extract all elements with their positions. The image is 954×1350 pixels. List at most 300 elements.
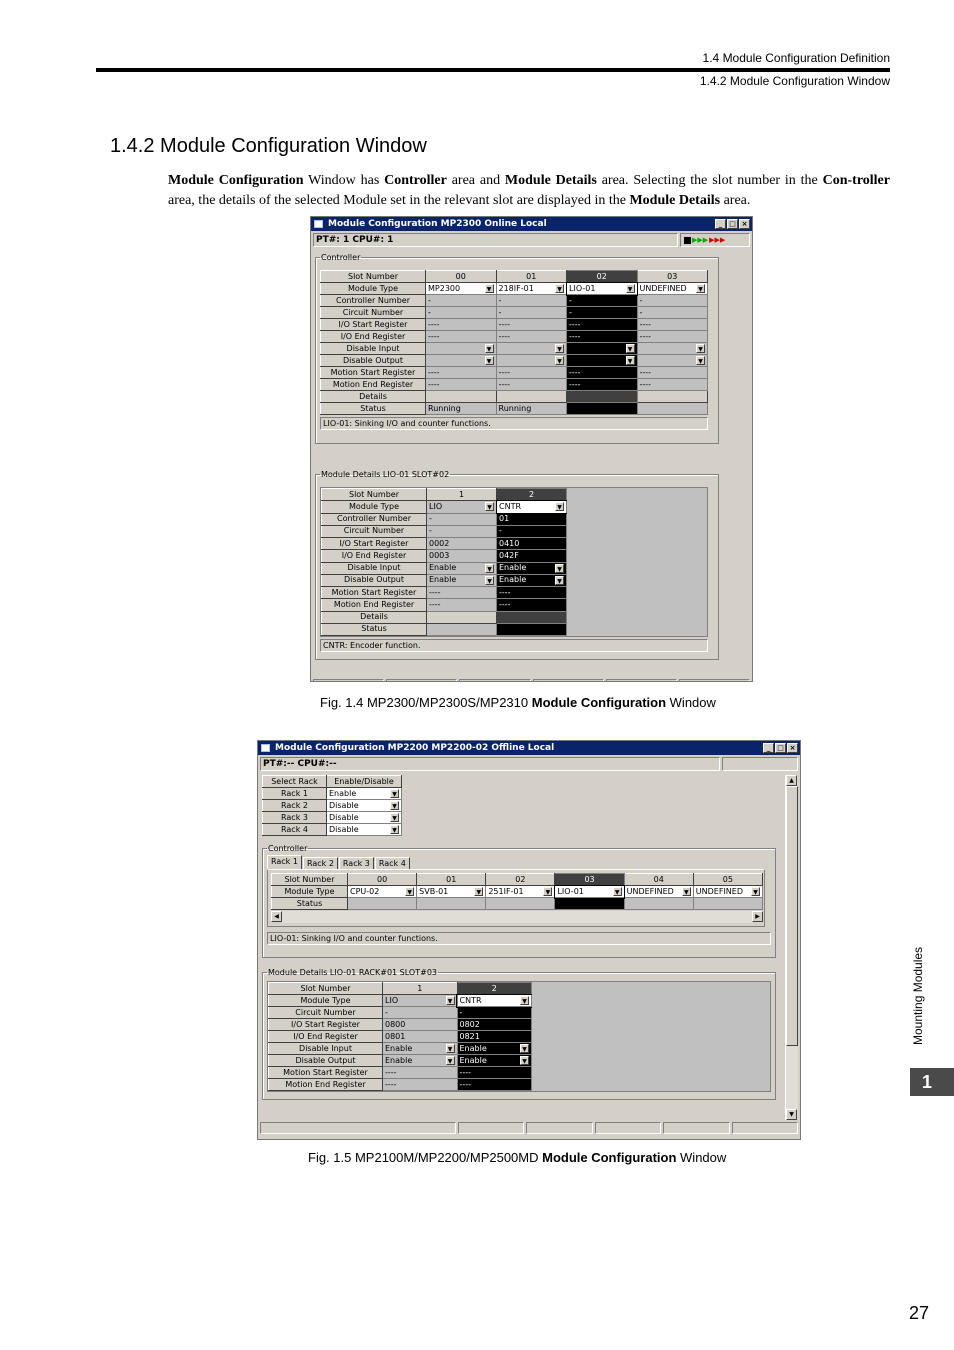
scroll-thumb[interactable] [786, 786, 798, 1046]
details-button[interactable] [426, 391, 497, 403]
row-label: I/O End Register [321, 331, 426, 343]
row-label: Disable Output [321, 355, 426, 367]
row-label: Disable Input [321, 343, 426, 355]
grid-empty-area [532, 982, 770, 1091]
monitor-icon [684, 237, 691, 244]
rack-label: Rack 4 [263, 824, 327, 836]
disable-output-select[interactable] [426, 355, 497, 367]
disable-output-select[interactable] [427, 574, 497, 586]
controller-message: LIO-01: Sinking I/O and counter functions. [267, 932, 771, 945]
dropdown-arrow-icon[interactable]: ▼ [390, 789, 399, 798]
table-row [321, 271, 708, 283]
table-row [269, 1007, 532, 1019]
cell: - [383, 1007, 458, 1019]
module-type-value: CNTR [499, 501, 522, 511]
cell: 0802 [457, 1019, 532, 1031]
row-label: Disable Input [269, 1043, 383, 1055]
slot-header-selected[interactable]: 03 [555, 874, 624, 886]
row-label: Slot Number [269, 983, 383, 995]
select-value: Enable [499, 575, 527, 585]
dropdown-arrow-icon[interactable]: ▼ [751, 887, 760, 896]
details-button[interactable] [567, 391, 638, 403]
row-label: Motion End Register [269, 1079, 383, 1091]
tab-rack-2[interactable]: Rack 2 [303, 857, 338, 869]
table-row [322, 525, 567, 537]
cell: ---- [637, 379, 708, 391]
table-row [321, 355, 708, 367]
caption-text: Fig. 1.4 MP2300/MP2300S/MP2310 [320, 695, 532, 710]
controller-table [271, 873, 763, 910]
window-title: Module Configuration MP2200 MP2200-02 Offline Local [275, 743, 555, 753]
cell: ---- [496, 367, 567, 379]
pt-cpu-bar: PT#:-- CPU#:-- [260, 757, 720, 771]
scroll-left-icon[interactable]: ◀ [271, 911, 282, 922]
disable-input-select[interactable] [457, 1043, 532, 1055]
disable-input-select[interactable] [496, 343, 567, 355]
controller-group [315, 253, 719, 444]
rack-enable-select[interactable] [327, 800, 402, 812]
dropdown-arrow-icon[interactable]: ▼ [543, 887, 552, 896]
module-type-select[interactable] [383, 995, 458, 1007]
table-row [269, 983, 532, 995]
cell: ---- [637, 319, 708, 331]
text: Window has [303, 173, 385, 188]
module-details-legend: Module Details LIO-01 SLOT#02 [321, 470, 450, 479]
table-row [322, 587, 567, 599]
row-label: I/O Start Register [322, 538, 427, 550]
status-cell [624, 898, 693, 910]
dropdown-arrow-icon[interactable]: ▼ [390, 801, 399, 810]
controller-group [262, 844, 776, 958]
table-row [321, 343, 708, 355]
table-row [322, 562, 567, 574]
dropdown-arrow-icon[interactable]: ▼ [485, 564, 494, 573]
scroll-down-icon[interactable]: ▼ [786, 1109, 797, 1120]
dropdown-arrow-icon[interactable]: ▼ [626, 344, 635, 353]
slot-header[interactable]: 1 [427, 489, 497, 501]
dropdown-arrow-icon[interactable]: ▼ [485, 576, 494, 585]
row-label: Slot Number [322, 489, 427, 501]
select-value: Disable [329, 800, 359, 810]
module-type-value: UNDEFINED [639, 283, 687, 293]
table-row [272, 874, 763, 886]
dropdown-arrow-icon[interactable]: ▼ [555, 344, 564, 353]
select-value: Enable [429, 563, 457, 573]
table-row [263, 824, 402, 836]
rack-table [262, 775, 402, 836]
select-value: Enable [459, 1043, 487, 1053]
intro-paragraph [168, 171, 890, 211]
status-bar [313, 679, 750, 682]
table-row [321, 307, 708, 319]
dropdown-arrow-icon[interactable]: ▼ [555, 576, 564, 585]
caption-text: Window [666, 695, 716, 710]
pt-cpu-bar: PT#: 1 CPU#: 1 [313, 233, 678, 247]
dropdown-arrow-icon[interactable]: ▼ [474, 887, 483, 896]
cell: - [637, 295, 708, 307]
rack-label: Rack 1 [263, 788, 327, 800]
row-label: Slot Number [272, 874, 348, 886]
dropdown-arrow-icon[interactable]: ▼ [555, 502, 564, 511]
module-type-select[interactable] [426, 283, 497, 295]
status-cell [348, 898, 417, 910]
cell: - [567, 295, 638, 307]
dropdown-arrow-icon[interactable]: ▼ [485, 344, 494, 353]
status-field [722, 757, 798, 771]
module-type-select[interactable] [624, 886, 693, 898]
select-value: Enable [459, 1055, 487, 1065]
row-label: Circuit Number [321, 307, 426, 319]
cell: ---- [567, 367, 638, 379]
status-cell [567, 403, 638, 415]
status-leds [680, 233, 750, 247]
text: area. [720, 193, 751, 208]
table-row [272, 898, 763, 910]
controller-message: LIO-01: Sinking I/O and counter functions. [320, 417, 708, 430]
module-type-select[interactable] [693, 886, 762, 898]
table-row [321, 367, 708, 379]
row-label: Module Type [321, 283, 426, 295]
disable-input-select[interactable] [383, 1043, 458, 1055]
tab-rack-3[interactable]: Rack 3 [339, 857, 374, 869]
module-type-value: LIO-01 [569, 283, 596, 293]
dropdown-arrow-icon[interactable]: ▼ [485, 356, 494, 365]
slot-header[interactable]: 1 [383, 983, 458, 995]
dropdown-arrow-icon[interactable]: ▼ [696, 344, 705, 353]
row-label: Status [322, 623, 427, 635]
module-type-select[interactable] [567, 283, 638, 295]
table-row [321, 295, 708, 307]
table-row [269, 995, 532, 1007]
horizontal-scrollbar[interactable] [271, 911, 763, 923]
text: area and [446, 173, 505, 188]
cell: - [427, 513, 497, 525]
module-details-group [315, 470, 719, 660]
row-label: Details [321, 391, 426, 403]
tab-rack-1[interactable]: Rack 1 [267, 855, 302, 869]
module-type-select[interactable] [457, 995, 532, 1007]
controller-legend: Controller [321, 253, 361, 262]
module-config-window-mp2300 [310, 216, 753, 682]
cell: ---- [567, 379, 638, 391]
minimize-icon[interactable]: _ [763, 743, 774, 753]
select-value: Enable [499, 563, 527, 573]
table-row [272, 886, 763, 898]
row-label: Disable Output [269, 1055, 383, 1067]
text: area, the details of the selected Module set in the relevant slot are displayed in the [168, 193, 630, 208]
cell: 042F [497, 550, 567, 562]
details-message: CNTR: Encoder function. [320, 639, 708, 652]
row-label: I/O End Register [269, 1031, 383, 1043]
cell: ---- [496, 379, 567, 391]
slot-header[interactable]: 05 [693, 874, 762, 886]
table-row [322, 513, 567, 525]
row-label: I/O Start Register [321, 319, 426, 331]
table-row [321, 391, 708, 403]
module-type-value: LIO [385, 995, 399, 1005]
window-title: Module Configuration MP2300 Online Local [328, 219, 547, 229]
cell: ---- [457, 1079, 532, 1091]
running-header-section: 1.4 Module Configuration Definition [702, 51, 890, 65]
row-label: Motion Start Register [269, 1067, 383, 1079]
maximize-icon[interactable]: □ [775, 743, 786, 753]
row-label: Disable Output [322, 574, 427, 586]
cell: ---- [426, 331, 497, 343]
details-button[interactable] [637, 391, 708, 403]
slot-header[interactable]: 00 [348, 874, 417, 886]
module-type-value: CNTR [459, 995, 482, 1005]
row-label: Disable Input [322, 562, 427, 574]
details-button[interactable] [427, 611, 497, 623]
cell: ---- [426, 379, 497, 391]
slot-header-selected[interactable]: 2 [497, 489, 567, 501]
details-table [268, 982, 532, 1091]
cell: - [567, 307, 638, 319]
row-label: Status [272, 898, 348, 910]
dropdown-arrow-icon[interactable]: ▼ [555, 284, 564, 293]
select-value: Enable [385, 1055, 413, 1065]
dropdown-arrow-icon[interactable]: ▼ [485, 502, 494, 511]
module-type-value: 218IF-01 [498, 283, 534, 293]
row-label: Module Type [272, 886, 348, 898]
rack-label: Rack 2 [263, 800, 327, 812]
dropdown-arrow-icon[interactable]: ▼ [613, 887, 622, 896]
details-button[interactable] [497, 611, 567, 623]
disable-input-select[interactable] [567, 343, 638, 355]
window-icon [314, 220, 323, 228]
module-config-window-mp2200 [257, 740, 801, 1140]
table-row [263, 788, 402, 800]
cell: - [426, 307, 497, 319]
dropdown-arrow-icon[interactable]: ▼ [446, 1056, 455, 1065]
figure-caption-1 [320, 695, 716, 710]
dropdown-arrow-icon[interactable]: ▼ [520, 996, 529, 1005]
table-row [322, 550, 567, 562]
slot-header-selected[interactable]: 02 [567, 271, 638, 283]
dropdown-arrow-icon[interactable]: ▼ [405, 887, 414, 896]
maximize-icon[interactable]: □ [727, 219, 738, 229]
vertical-scrollbar[interactable] [785, 775, 798, 1120]
disable-output-select[interactable] [457, 1055, 532, 1067]
cell: ---- [383, 1067, 458, 1079]
cell: - [496, 295, 567, 307]
title-bar [258, 741, 800, 755]
tab-rack-4[interactable]: Rack 4 [375, 857, 410, 869]
cell: 0801 [383, 1031, 458, 1043]
term: Controller [384, 173, 447, 188]
row-label: Motion Start Register [321, 367, 426, 379]
chapter-side-label: Mounting Modules [911, 946, 925, 1045]
module-type-value: UNDEFINED [626, 886, 674, 896]
rack-enable-select[interactable] [327, 788, 402, 800]
dropdown-arrow-icon[interactable]: ▼ [390, 825, 399, 834]
cell: ---- [567, 331, 638, 343]
table-row [269, 1043, 532, 1055]
table-row [322, 599, 567, 611]
row-label: Controller Number [322, 513, 427, 525]
dropdown-arrow-icon[interactable]: ▼ [555, 356, 564, 365]
cell: - [497, 525, 567, 537]
slot-header[interactable]: 01 [417, 874, 486, 886]
disable-output-select[interactable] [383, 1055, 458, 1067]
title-bar [311, 217, 752, 231]
scroll-up-icon[interactable]: ▲ [786, 775, 797, 786]
module-type-value: UNDEFINED [695, 886, 743, 896]
page-number: 27 [909, 1303, 930, 1323]
cell: ---- [637, 331, 708, 343]
dropdown-arrow-icon[interactable]: ▼ [520, 1044, 529, 1053]
caption-bold: Module Configuration [542, 1150, 677, 1165]
cell: - [496, 307, 567, 319]
row-label: I/O Start Register [269, 1019, 383, 1031]
table-row [263, 812, 402, 824]
close-icon[interactable]: × [787, 743, 798, 753]
grid-empty-area [567, 488, 707, 636]
disable-input-select[interactable] [637, 343, 708, 355]
dropdown-arrow-icon[interactable]: ▼ [682, 887, 691, 896]
dropdown-arrow-icon[interactable]: ▼ [446, 1044, 455, 1053]
row-label: Circuit Number [269, 1007, 383, 1019]
tab-panel [267, 869, 765, 927]
cell: ---- [496, 331, 567, 343]
table-row [269, 1031, 532, 1043]
module-type-value: LIO-01 [557, 886, 584, 896]
row-label: Module Type [269, 995, 383, 1007]
row-label: Motion End Register [321, 379, 426, 391]
term: Module Details [629, 193, 721, 208]
module-details-group [262, 968, 776, 1100]
disable-input-select[interactable] [426, 343, 497, 355]
disable-input-select[interactable] [427, 562, 497, 574]
column-header: Select Rack [263, 776, 327, 788]
dropdown-arrow-icon[interactable]: ▼ [626, 284, 635, 293]
figure-caption-2 [308, 1150, 726, 1165]
disable-input-select[interactable] [497, 562, 567, 574]
scroll-right-icon[interactable]: ▶ [752, 911, 763, 922]
disable-output-select[interactable] [497, 574, 567, 586]
module-type-select[interactable] [637, 283, 708, 295]
rack-enable-select[interactable] [327, 824, 402, 836]
controller-legend: Controller [268, 844, 308, 853]
run-led-icon: ▶▶▶ [692, 236, 709, 244]
module-type-value: MP2300 [428, 283, 461, 293]
status-cell [693, 898, 762, 910]
dropdown-arrow-icon[interactable]: ▼ [485, 284, 494, 293]
details-grid [320, 487, 708, 637]
term: Module Details [504, 173, 597, 188]
cell: - [457, 1007, 532, 1019]
module-type-select[interactable] [555, 886, 624, 898]
cell: ---- [567, 319, 638, 331]
dropdown-arrow-icon[interactable]: ▼ [446, 996, 455, 1005]
status-cell [555, 898, 624, 910]
rack-tabs [267, 857, 771, 869]
row-label: Motion End Register [322, 599, 427, 611]
row-label: Controller Number [321, 295, 426, 307]
module-type-select[interactable] [496, 283, 567, 295]
caption-text: Fig. 1.5 MP2100M/MP2200/MP2500MD [308, 1150, 543, 1165]
dropdown-arrow-icon[interactable]: ▼ [520, 1056, 529, 1065]
dropdown-arrow-icon[interactable]: ▼ [696, 284, 705, 293]
status-cell: Running [426, 403, 497, 415]
dropdown-arrow-icon[interactable]: ▼ [626, 356, 635, 365]
module-type-value: CPU-02 [350, 886, 380, 896]
cell: ---- [383, 1079, 458, 1091]
dropdown-arrow-icon[interactable]: ▼ [555, 564, 564, 573]
dropdown-arrow-icon[interactable]: ▼ [696, 356, 705, 365]
disable-output-select[interactable] [567, 355, 638, 367]
table-row [321, 331, 708, 343]
module-type-select[interactable] [348, 886, 417, 898]
cell: 0003 [427, 550, 497, 562]
disable-output-select[interactable] [637, 355, 708, 367]
cell: 0410 [497, 538, 567, 550]
caption-text: Window [676, 1150, 727, 1165]
cell: ---- [426, 367, 497, 379]
details-grid [267, 981, 771, 1092]
table-row [263, 800, 402, 812]
status-cell [486, 898, 555, 910]
row-label: Module Type [322, 501, 427, 513]
module-type-select[interactable] [417, 886, 486, 898]
slot-header-selected[interactable]: 2 [457, 983, 532, 995]
select-value: Enable [385, 1043, 413, 1053]
table-row [269, 1055, 532, 1067]
slot-header[interactable]: 03 [637, 271, 708, 283]
cell: - [637, 307, 708, 319]
disable-output-select[interactable] [496, 355, 567, 367]
status-cell [417, 898, 486, 910]
running-header-subsection: 1.4.2 Module Configuration Window [699, 74, 890, 88]
table-row [269, 1019, 532, 1031]
minimize-icon[interactable]: _ [715, 219, 726, 229]
close-icon[interactable]: × [739, 219, 750, 229]
row-label: Motion Start Register [322, 587, 427, 599]
table-row [321, 379, 708, 391]
module-type-select[interactable] [497, 501, 567, 513]
rack-enable-select[interactable] [327, 812, 402, 824]
details-button[interactable] [496, 391, 567, 403]
table-row [322, 623, 567, 635]
module-type-value: SVB-01 [419, 886, 449, 896]
row-label: Circuit Number [322, 525, 427, 537]
cell: - [427, 525, 497, 537]
dropdown-arrow-icon[interactable]: ▼ [390, 813, 399, 822]
cell: ---- [496, 319, 567, 331]
slot-header[interactable]: 00 [426, 271, 497, 283]
module-type-select[interactable] [486, 886, 555, 898]
slot-header[interactable]: 02 [486, 874, 555, 886]
status-cell: Running [496, 403, 567, 415]
cell: ---- [637, 367, 708, 379]
slot-header[interactable]: 04 [624, 874, 693, 886]
cell: ---- [497, 587, 567, 599]
cell: ---- [427, 587, 497, 599]
row-label: Status [321, 403, 426, 415]
cell: 01 [497, 513, 567, 525]
chapter-number-tab: 1 [910, 1068, 954, 1096]
status-cell [497, 623, 567, 635]
table-row [322, 611, 567, 623]
row-label: I/O End Register [322, 550, 427, 562]
table-row [322, 501, 567, 513]
cell: ---- [497, 599, 567, 611]
row-label: Slot Number [321, 271, 426, 283]
slot-header[interactable]: 01 [496, 271, 567, 283]
module-type-select[interactable] [427, 501, 497, 513]
table-row [321, 403, 708, 415]
text: area. Selecting the slot number in the [596, 173, 823, 188]
